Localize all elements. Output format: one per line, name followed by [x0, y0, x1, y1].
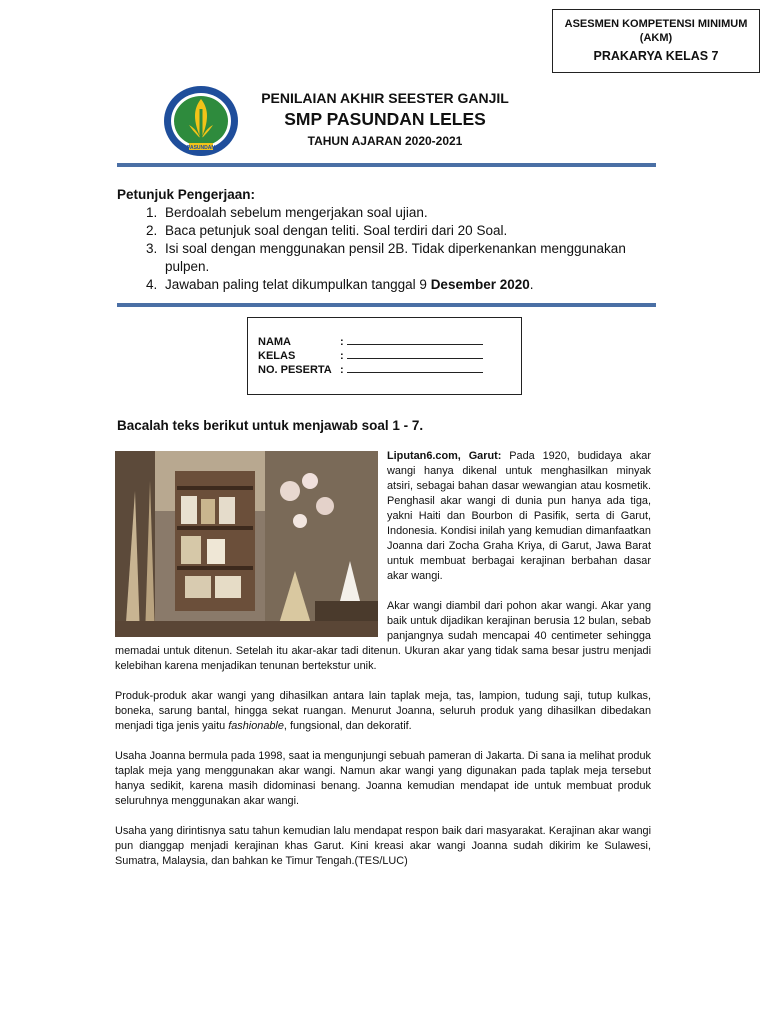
- class-label: KELAS: [258, 350, 296, 362]
- article-p3-text-a: Produk-produk akar wangi yang dihasilkan antara lain taplak meja, tas, lampion, tudung saji, tutup kulkas, boneka, sarung bantal, hingga sekat ruangan. Menurut Joanna, seluruh produk yang dihasilkan dibedakan menjadi tiga jenis yaitu: [115, 690, 651, 732]
- participant-label: NO. PESERTA: [258, 364, 332, 376]
- school-name: SMP PASUNDAN LELES: [284, 109, 486, 129]
- participant-field[interactable]: [347, 363, 483, 373]
- divider-top: [117, 163, 656, 167]
- article-paragraph-2: Akar wangi diambil dari pohon akar wangi. Akar yang baik untuk dijadikan kerajinan berusia 12 bulan, sebab panjangnya sudah mencapai 40 centimeter sehingga memadai untuk ditenun. Setelah itu akar-akar tadi ditenun. Ukuran akar yang tidak sama besar justru menjadi kelebihan karena menjadikan tenunan bertekstur unik.: [115, 600, 651, 672]
- identity-box: [247, 317, 522, 395]
- akm-info-box: [552, 9, 760, 73]
- akm-subject: PRAKARYA KELAS 7: [593, 49, 719, 63]
- reading-prompt: Bacalah teks berikut untuk menjawab soal 1 - 7.: [117, 418, 424, 433]
- deadline-date: Desember 2020: [430, 277, 530, 292]
- instruction-item: 3. Isi soal dengan menggunakan pensil 2B. Tidak diperkenankan menggunakan pulpen.: [161, 240, 662, 276]
- article-paragraph-5: Usaha yang dirintisnya satu tahun kemudian lalu mendapat respon baik dari masyarakat. Kerajinan akar wangi pun dianggap menjadi kerajinan khas Garut. Kini kreasi akar wangi Joanna sudah dikirim ke Sulawesi, Sumatra, Malaysia, dan bahkan ke Timur Tengah.(TES/LUC): [115, 825, 651, 867]
- exam-header: [240, 90, 530, 148]
- article-paragraph-3: [115, 689, 651, 734]
- instructions-list: [117, 204, 662, 294]
- instructions-heading: Petunjuk Pengerjaan:: [117, 187, 256, 202]
- school-seal-logo: [163, 85, 239, 157]
- instruction-item: [161, 276, 662, 294]
- article: [115, 449, 651, 869]
- akm-line-2: (AKM): [639, 32, 673, 44]
- article-source: Liputan6.com, Garut:: [387, 450, 502, 462]
- article-p1-text: Pada 1920, budidaya akar wangi hanya dikenal untuk menghasilkan minyak atsiri, sebagai bahan dasar wewangian atau kosmetik. Penghasil akar wangi di dunia pun hanya ada tiga, yakni Haiti dan Bourbon di Pasifik, serta di Garut, Indonesia. Kondisi inilah yang kemudian dimanfaatkan Joanna dari Zocha Graha Kriya, di Garut, Jawa Barat untuk membuat berbagai kerajinan berbahan dasar akar wangi.: [387, 450, 651, 582]
- participant-colon: :: [340, 364, 344, 376]
- name-colon: :: [340, 336, 344, 348]
- name-row: [258, 335, 483, 348]
- akm-line-1: ASESMEN KOMPETENSI MINIMUM: [564, 18, 748, 30]
- article-p3-text-b: , fungsional, dan dekoratif.: [283, 720, 412, 732]
- exam-title: PENILAIAN AKHIR SEESTER GANJIL: [261, 90, 509, 106]
- divider-bottom: [117, 303, 656, 307]
- name-field[interactable]: [347, 335, 483, 345]
- participant-row: [258, 363, 483, 376]
- logo-ring-text: PASUNDAN: [187, 145, 215, 151]
- class-row: [258, 349, 483, 362]
- instructions: [117, 186, 662, 294]
- instruction-end: .: [529, 277, 534, 292]
- photo-space: [115, 449, 387, 643]
- instruction-text: Jawaban paling telat dikumpulkan tanggal 9: [165, 277, 431, 292]
- article-paragraph-4: Usaha Joanna bermula pada 1998, saat ia mengunjungi sebuah pameran di Jakarta. Di sana ia melihat produk taplak meja yang menggunakan akar wangi. Namun akar wangi yang digunakan pada taplak meja tersebut hanya sedikit, karena masih didominasi benang. Joanna kemudian mendapat ide untuk membuat produk seluruhnya menggunakan akar wangi.: [115, 750, 651, 807]
- academic-year: TAHUN AJARAN 2020-2021: [307, 134, 463, 148]
- instruction-item: 1. Berdoalah sebelum mengerjakan soal ujian.: [161, 204, 662, 222]
- class-field[interactable]: [347, 349, 483, 359]
- article-p3-italic: fashionable: [228, 720, 284, 732]
- class-colon: :: [340, 350, 344, 362]
- instruction-item: 2. Baca petunjuk soal dengan teliti. Soal terdiri dari 20 Soal.: [161, 222, 662, 240]
- name-label: NAMA: [258, 336, 291, 348]
